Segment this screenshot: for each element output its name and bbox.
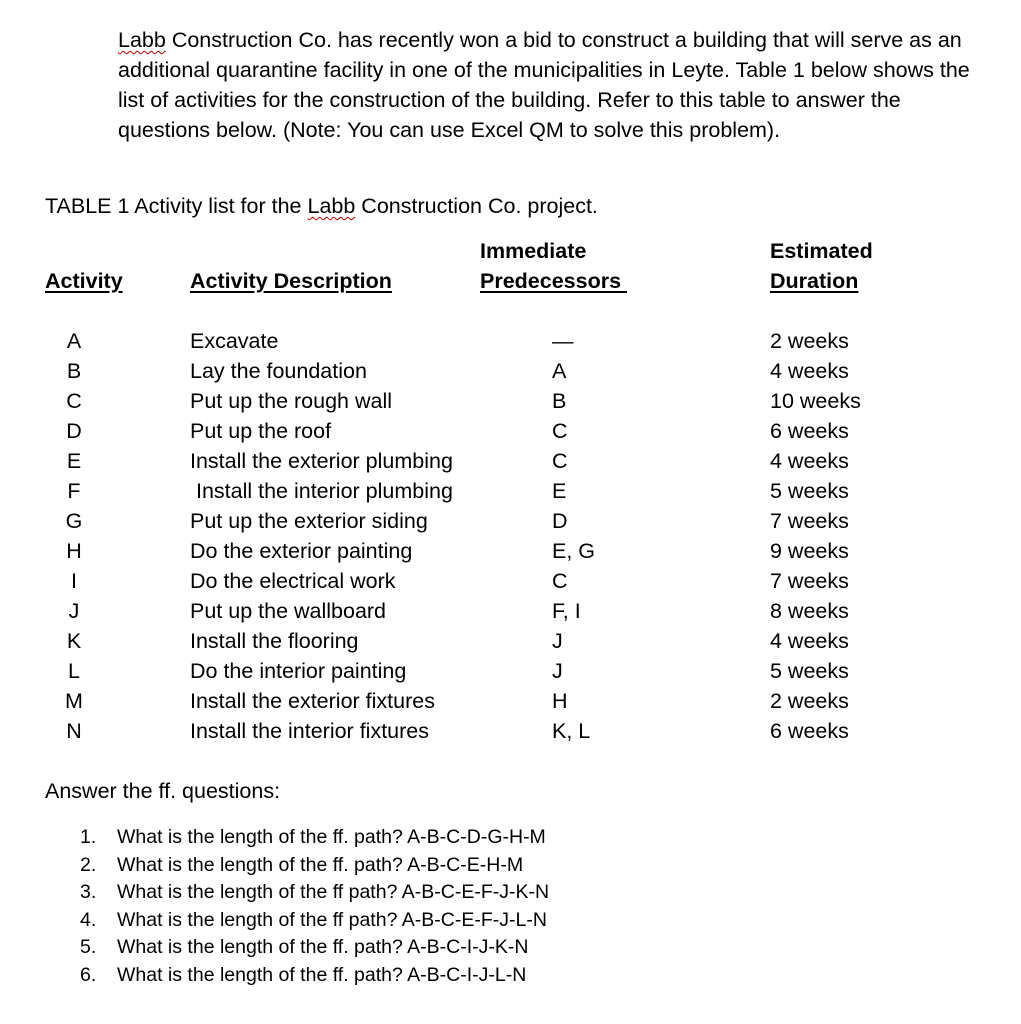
predecessors-cell: B [552,389,567,413]
table-row [0,716,1021,746]
table-row [0,386,1021,416]
duration-cell: 2 weeks [770,329,849,353]
predecessors-cell: E [552,479,567,503]
activity-cell: C [66,389,82,413]
table-row [0,686,1021,716]
predecessors-cell: C [552,449,568,473]
description-cell: Do the exterior painting [190,539,413,563]
caption-suffix: Construction Co. project. [355,194,598,218]
question-text: What is the length of the ff. path? A-B-C-E-H-M [117,853,524,876]
activity-cell: N [66,719,82,743]
description-cell: Install the interior fixtures [190,719,429,743]
description-cell: Lay the foundation [190,359,367,383]
activity-cell: K [66,629,82,653]
table-row [0,626,1021,656]
predecessors-cell: K, L [552,719,591,743]
table-row [0,566,1021,596]
activity-cell: L [68,659,80,683]
description-cell: Install the exterior plumbing [190,449,453,473]
question-number: 4. [80,908,97,931]
question-number: 6. [80,963,97,986]
activity-cell: I [71,569,77,593]
predecessors-cell: D [552,509,568,533]
header-description: Activity Description [190,269,392,293]
description-cell: Put up the roof [190,419,332,443]
activity-cell: A [66,329,82,353]
duration-cell: 6 weeks [770,419,849,443]
table-row [0,446,1021,476]
predecessors-cell: F, I [552,599,581,623]
question-item [80,852,523,879]
predecessors-cell: H [552,689,568,713]
table-row [0,536,1021,566]
question-text: What is the length of the ff. path? A-B-C-D-G-H-M [117,826,546,848]
description-cell: Put up the wallboard [190,599,387,623]
company-name-misspelled: Labb [118,28,166,52]
table-row [0,596,1021,626]
description-cell: Excavate [190,329,279,353]
activity-cell: B [66,359,82,383]
header-activity: Activity [45,269,123,293]
header-duration: Estimated Duration [770,239,873,293]
predecessors-cell: J [552,659,563,683]
question-item [80,907,547,934]
question-text: What is the length of the ff path? A-B-C-E-F-J-K-N [117,881,550,903]
predecessors-cell: E, G [552,539,596,563]
question-number: 1. [80,826,97,848]
duration-cell: 5 weeks [770,659,849,683]
intro-text: Construction Co. has recently won a bid to construct a building that will serve as an additional quarantine facility in one of the municipalities in Leyte. Table 1 below shows the list of activities for the construction of the building. Refer to this table to answer the questions below. (Note: You can use Excel QM to solve this problem). [118,28,970,142]
duration-cell: 4 weeks [770,359,849,383]
description-cell: Install the flooring [190,629,359,653]
question-number: 3. [80,881,97,903]
caption-company-misspelled: Labb [307,194,356,218]
table-row [0,416,1021,446]
description-cell: Do the electrical work [190,569,396,593]
duration-cell: 4 weeks [770,629,849,653]
description-cell: Put up the rough wall [190,389,392,413]
table-row [0,326,1021,356]
table-row [0,506,1021,536]
description-cell: Do the interior painting [190,659,407,683]
predecessors-cell: — [552,329,574,353]
question-item [80,962,526,989]
predecessors-cell: A [552,359,567,383]
predecessors-cell: J [552,629,563,653]
table-caption [45,191,598,221]
activity-cell: H [66,539,82,563]
duration-cell: 4 weeks [770,449,849,473]
description-cell: Put up the exterior siding [190,509,428,533]
question-item [80,824,546,851]
activity-cell: G [65,509,83,533]
duration-cell: 8 weeks [770,599,849,623]
activity-cell: E [66,449,82,473]
question-number: 5. [80,936,97,958]
question-item [80,879,549,906]
activity-cell: M [65,689,83,713]
table-row [0,356,1021,386]
duration-cell: 2 weeks [770,689,849,713]
description-cell: Install the interior plumbing [190,479,453,503]
activity-cell: F [67,479,81,503]
duration-cell: 10 weeks [770,389,861,413]
predecessors-cell: C [552,569,568,593]
table-row [0,476,1021,506]
answer-heading: Answer the ff. questions: [45,779,281,803]
duration-cell: 6 weeks [770,719,849,743]
duration-cell: 7 weeks [770,569,849,593]
activity-cell: J [68,599,80,623]
description-cell: Install the exterior fixtures [190,689,435,713]
duration-cell: 9 weeks [770,539,849,563]
question-text: What is the length of the ff path? A-B-C-E-F-J-L-N [117,908,547,931]
predecessors-cell: C [552,419,568,443]
question-item [80,934,528,961]
duration-cell: 5 weeks [770,479,849,503]
caption-prefix: TABLE 1 Activity list for the [45,194,308,218]
intro-paragraph [118,25,998,145]
question-text: What is the length of the ff. path? A-B-C-I-J-K-N [117,936,529,958]
duration-cell: 7 weeks [770,509,849,533]
question-number: 2. [80,853,97,876]
header-predecessors: Immediate Predecessors [480,239,628,293]
activity-cell: D [66,419,82,443]
question-text: What is the length of the ff. path? A-B-C-I-J-L-N [117,963,527,986]
table-row [0,656,1021,686]
